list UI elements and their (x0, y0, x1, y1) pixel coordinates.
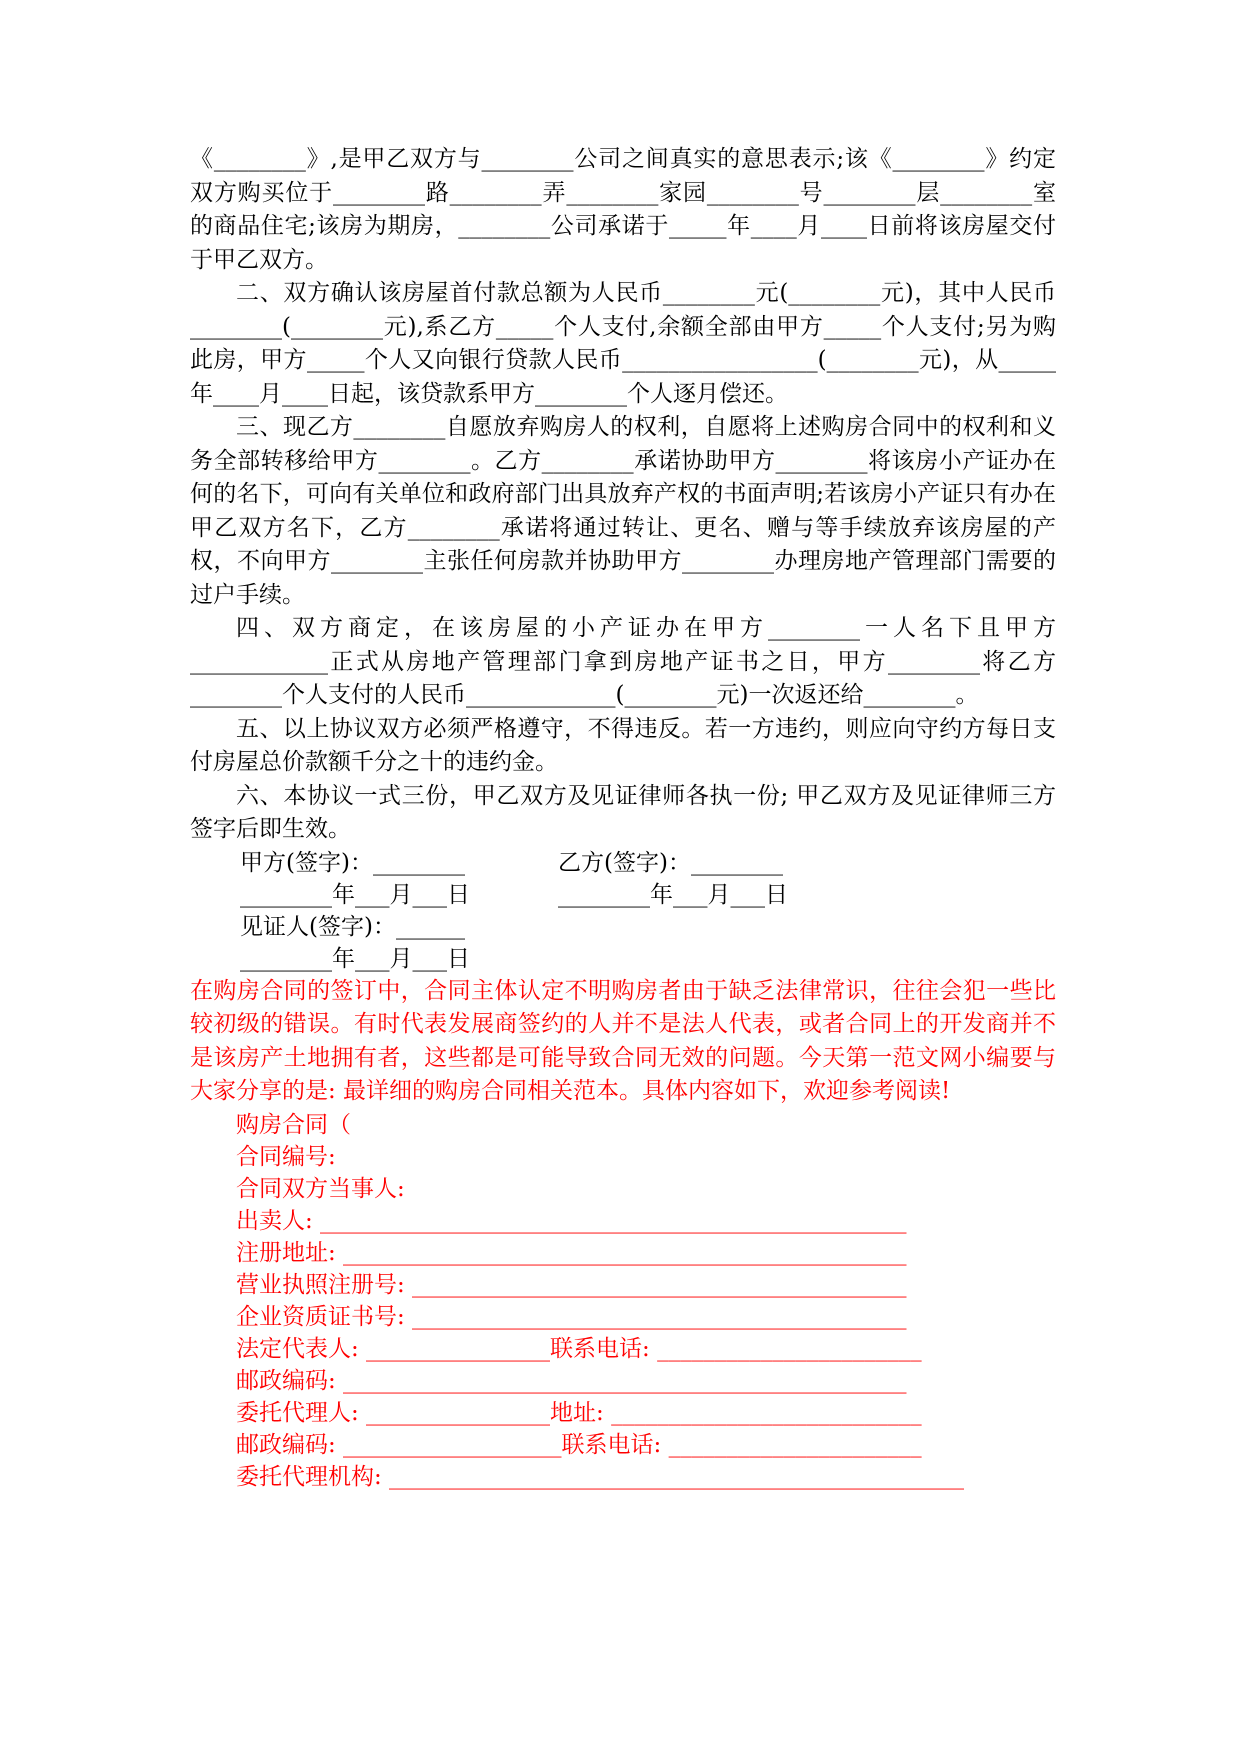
witness-date: ________年___月___日 (240, 945, 470, 972)
field-seller: 出卖人: ___________________________________________________ (236, 1207, 907, 1234)
field-agent-postal-code: 邮政编码: ___________________联系电话: ______________________ (236, 1431, 922, 1458)
contract-fields (190, 1205, 1056, 1493)
agreement-clause-6: 六、本协议一式三份，甲乙双方及见证律师各执一份; 甲乙双方及见证律师三方签字后即生效。 (190, 782, 1056, 842)
field-registered-address: 注册地址: _________________________________________________ (236, 1239, 907, 1266)
field-qualification-cert-no: 企业资质证书号: ___________________________________________ (236, 1303, 907, 1330)
agreement-clause-3: 三、现乙方________自愿放弃购房人的权利，自愿将上述购房合同中的权利和义务全部转移给甲方________。乙方________承诺协助甲方________将该房小产证办在何的名下，可向有关单位和政府部门出具放弃产权的书面声明;若该房小产证只有办在甲乙双方名下，乙方________承诺将通过转让、更名、赠与等手续放弃该房屋的产权，不向甲方________主张任何房款并协助甲方________办理房地产管理部门需要的过户手续。 (190, 414, 1056, 608)
signature-block (190, 847, 1056, 975)
field-business-license-no: 营业执照注册号: ___________________________________________ (236, 1271, 907, 1298)
contract-title: 购房合同（ (236, 1111, 351, 1138)
field-authorized-agent: 委托代理人: ________________地址: ___________________________ (236, 1399, 922, 1426)
field-postal-code: 邮政编码: _________________________________________________ (236, 1367, 907, 1394)
agreement-clause-5: 五、以上协议双方必须严格遵守，不得违反。若一方违约，则应向守约方每日支付房屋总价款额千分之十的违约金。 (190, 715, 1056, 775)
contract-number: 合同编号: (236, 1143, 336, 1170)
party-a-date: ________年___月___日 (240, 881, 470, 908)
document-body (190, 143, 1056, 1493)
field-legal-representative: 法定代表人: ________________联系电话: _______________________ (236, 1335, 922, 1362)
signature-row-parties (190, 847, 1056, 879)
witness-signature: 见证人(签字)：______ (240, 913, 465, 940)
party-a-signature: 甲方(签字)：________ (240, 849, 465, 876)
agreement-clause-4: 四、双方商定，在该房屋的小产证办在甲方________一人名下且甲方____________正式从房地产管理部门拿到房地产证书之日，甲方________将乙方________个人支付的人民币_____________(________元)一次返还给________。 (190, 615, 1056, 708)
party-b-date: ________年___月___日 (558, 881, 788, 908)
agreement-clause-2: 二、双方确认该房屋首付款总额为人民币________元(________元)，其中人民币________(________元),系乙方_____个人支付,余额全部由甲方_____个人支付;另为购此房，甲方_____个人又向银行贷款人民币_________________(________元)，从_____年____月____日起，该贷款系甲方________个人逐月偿还。 (190, 280, 1056, 407)
signature-row-dates (190, 879, 1056, 911)
party-b-signature: 乙方(签字)：________ (558, 849, 783, 876)
field-agent-agency: 委托代理机构: __________________________________________________ (236, 1463, 965, 1490)
agreement-paragraph-1: 《________》,是甲乙双方与________公司之间真实的意思表示;该《________》约定双方购买位于________路________弄________家园________号________层________室的商品住宅;该房为期房，________公司承诺于_____年____月____日前将该房屋交付于甲乙双方。 (190, 146, 1056, 273)
promo-intro: 在购房合同的签订中，合同主体认定不明购房者由于缺乏法律常识，往往会犯一些比较初级的错误。有时代表发展商签约的人并不是法人代表，或者合同上的开发商并不是该房产土地拥有者，这些都是可能导致合同无效的问题。今天第一范文网小编要与大家分享的是: 最详细的购房合同相关范本。具体内容如下，欢迎参考阅读! (190, 977, 1056, 1104)
contract-parties-heading: 合同双方当事人: (236, 1175, 405, 1202)
